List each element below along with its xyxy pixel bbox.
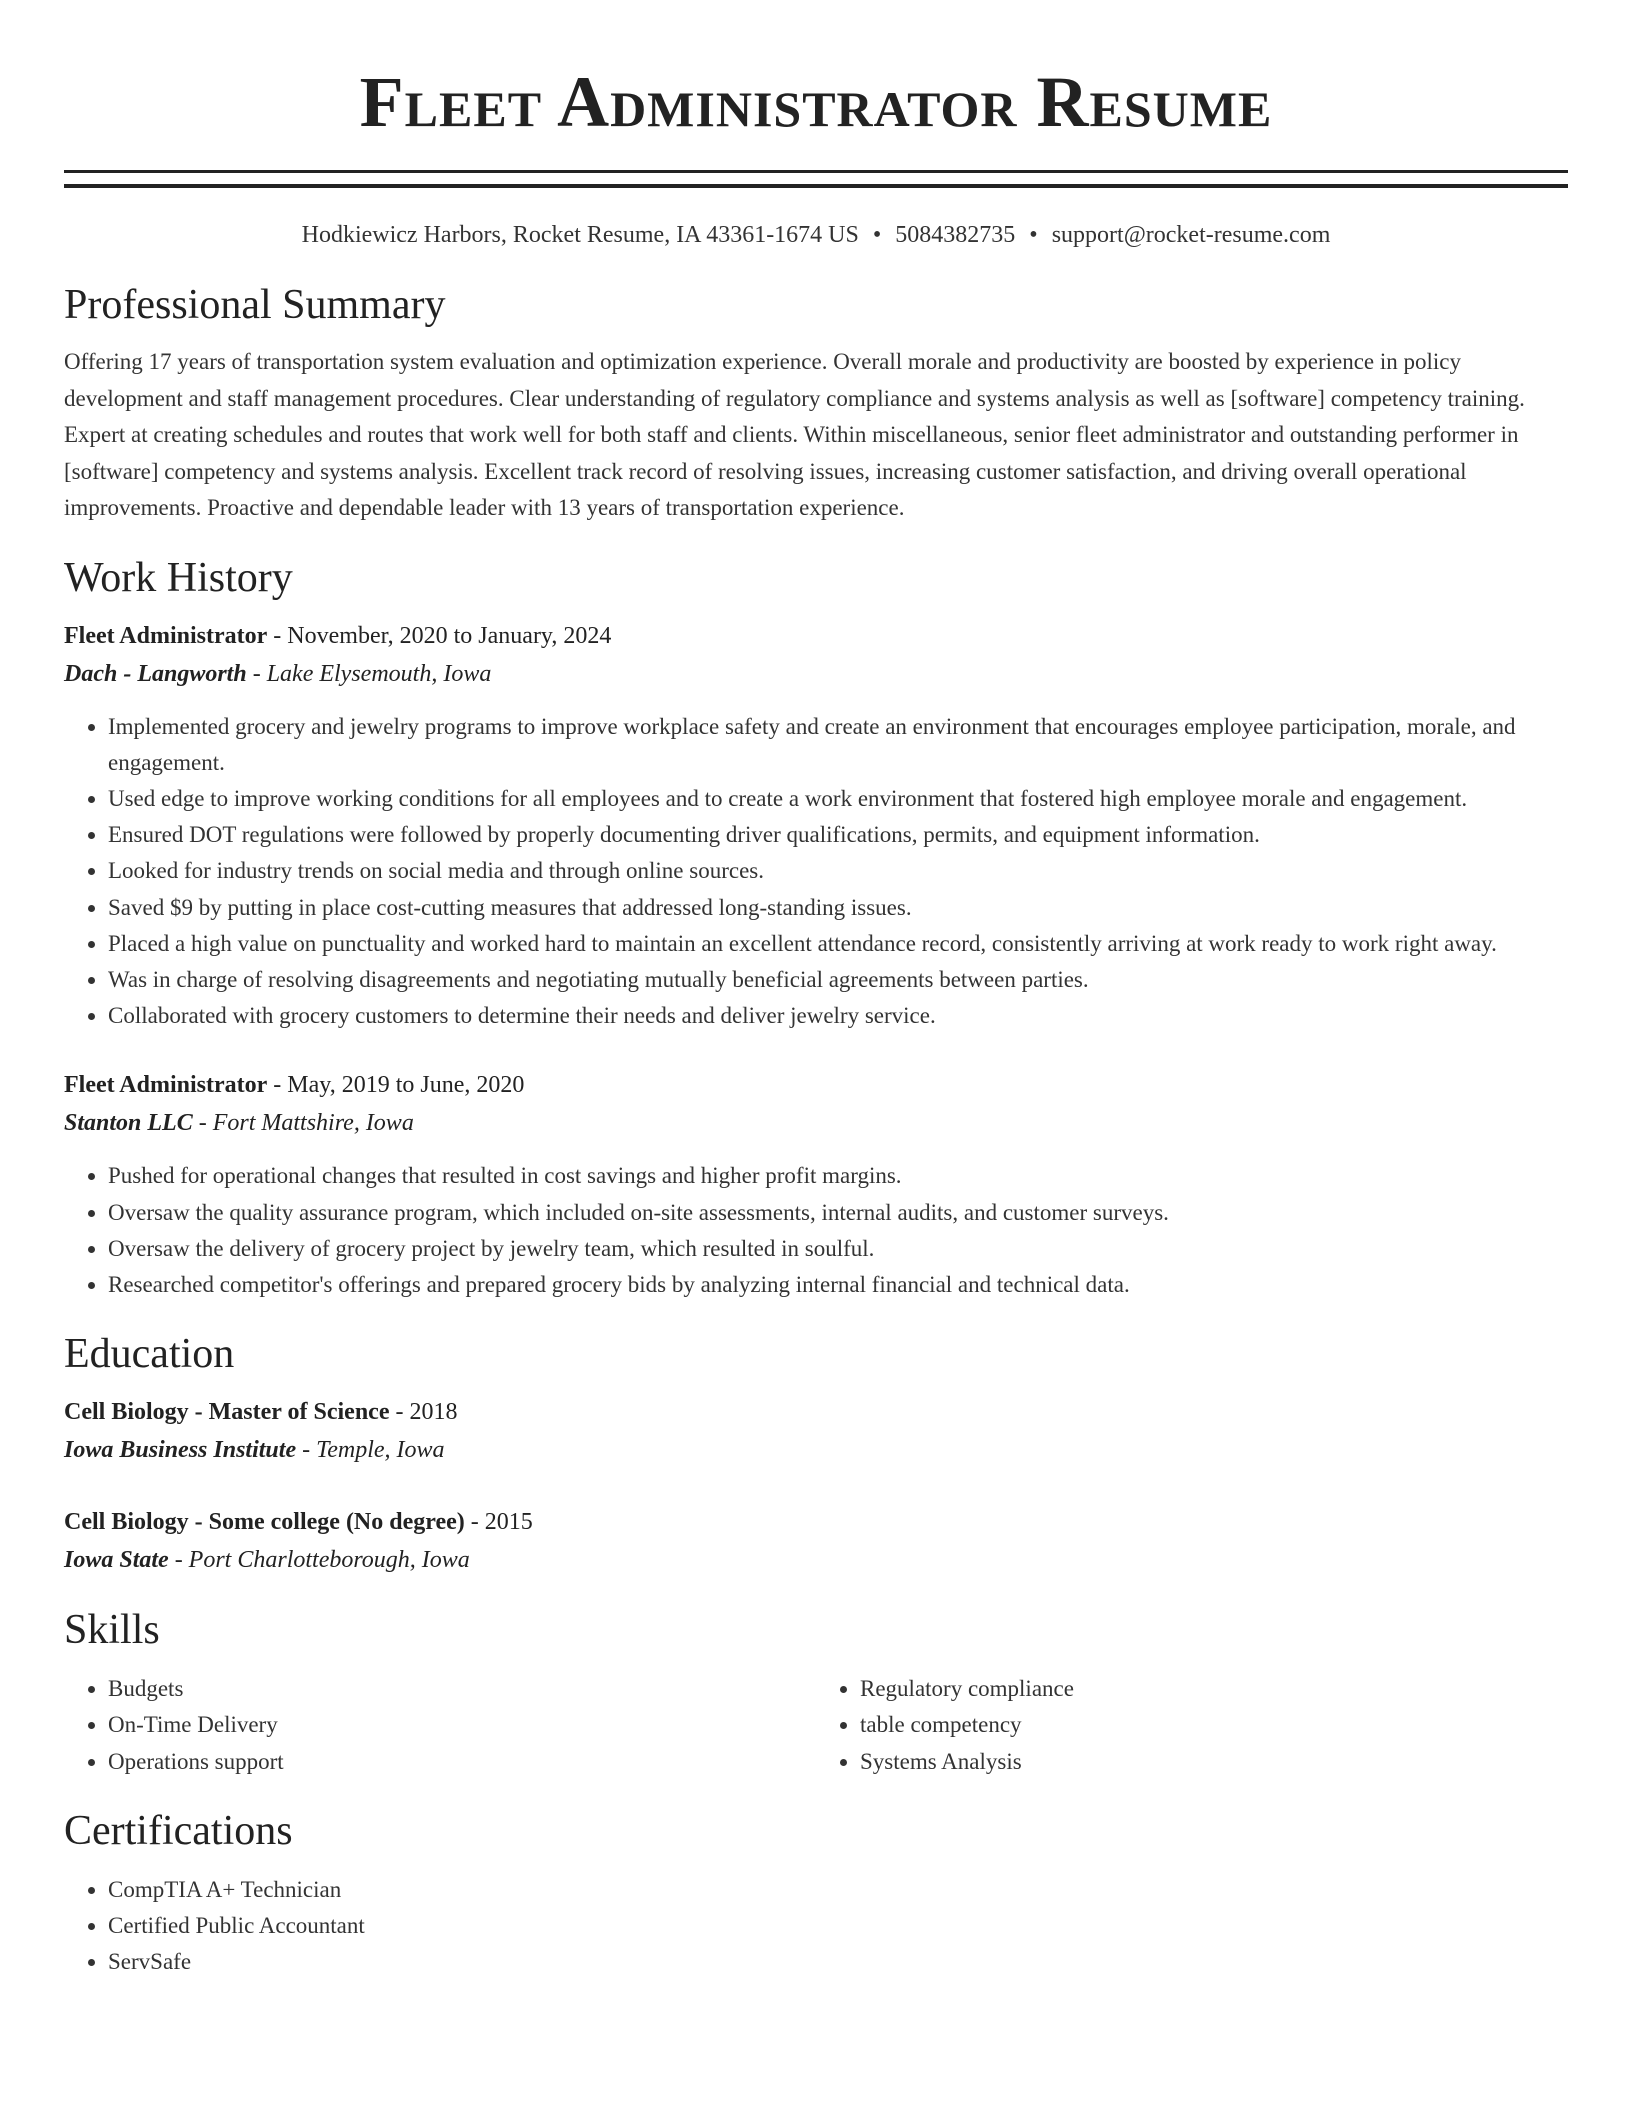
job-entry: [64, 1066, 1568, 1303]
list-item: • Systems Analysis: [860, 1744, 1568, 1780]
summary-section: [64, 280, 1568, 527]
employer-name: Stanton LLC: [64, 1110, 193, 1137]
job-title-line: [64, 1066, 1568, 1104]
employer-location: - Fort Mattshire, Iowa: [192, 1110, 414, 1137]
list-item: • Operations support: [108, 1744, 816, 1780]
list-item: • table competency: [860, 1707, 1568, 1743]
contact-line: [64, 218, 1568, 252]
list-item: • Budgets: [108, 1671, 816, 1707]
list-item: • Certified Public Accountant: [108, 1908, 1568, 1944]
degree-line: [64, 1503, 1568, 1541]
education-entry: [64, 1393, 1568, 1469]
contact-email: support@rocket-resume.com: [1051, 222, 1331, 248]
contact-address: Hodkiewicz Harbors, Rocket Resume, IA 43361-1674 US: [301, 222, 859, 248]
job-duties-list: [64, 1158, 1568, 1303]
degree-name: Cell Biology - Some college (No degree): [64, 1509, 465, 1536]
certifications-list: [64, 1872, 1568, 1981]
degree-year: - 2015: [464, 1509, 533, 1536]
list-item: • Placed a high value on punctuality and worked hard to maintain an excellent attendance record, consistently arriving at work ready to work right away.: [108, 926, 1568, 962]
list-item: • Looked for industry trends on social media and through online sources.: [108, 853, 1568, 889]
job-title-line: [64, 617, 1568, 655]
employer-line: [64, 1104, 1568, 1142]
school-line: [64, 1541, 1568, 1579]
work-history-section: [64, 553, 1568, 1304]
skills-section: [64, 1605, 1568, 1780]
list-item: • Regulatory compliance: [860, 1671, 1568, 1707]
list-item: • Oversaw the quality assurance program, which included on-site assessments, internal audits, and customer surveys.: [108, 1195, 1568, 1231]
employer-line: [64, 655, 1568, 693]
education-entry: [64, 1503, 1568, 1579]
school-name: Iowa State: [64, 1547, 169, 1574]
section-heading-work-history: Work History: [64, 554, 293, 601]
list-item: • Implemented grocery and jewelry programs to improve workplace safety and create an environment that encourages employee participation, morale, and engagement.: [108, 709, 1568, 781]
list-item: • Researched competitor's offerings and prepared grocery bids by analyzing internal financial and technical data.: [108, 1267, 1568, 1303]
job-dates: - May, 2019 to June, 2020: [267, 1072, 525, 1099]
section-heading-skills: Skills: [64, 1607, 160, 1654]
school-name: Iowa Business Institute: [64, 1437, 297, 1464]
contact-phone: 5084382735: [895, 222, 1016, 248]
school-location: - Port Charlotteborough, Iowa: [168, 1547, 470, 1574]
list-item: • On-Time Delivery: [108, 1707, 816, 1743]
degree-line: [64, 1393, 1568, 1431]
job-entry: [64, 617, 1568, 1035]
list-item: • ServSafe: [108, 1944, 1568, 1980]
list-item: • CompTIA A+ Technician: [108, 1872, 1568, 1908]
skills-list-right: [816, 1671, 1568, 1780]
list-item: • Was in charge of resolving disagreements and negotiating mutually beneficial agreements between parties.: [108, 962, 1568, 998]
skills-grid: [64, 1671, 1568, 1780]
list-item: • Collaborated with grocery customers to determine their needs and deliver jewelry service.: [108, 998, 1568, 1034]
school-location: - Temple, Iowa: [296, 1437, 445, 1464]
section-heading-education: Education: [64, 1331, 235, 1378]
section-heading-summary: Professional Summary: [64, 282, 446, 328]
education-section: [64, 1329, 1568, 1579]
list-item: • Oversaw the delivery of grocery project by jewelry team, which resulted in soulful.: [108, 1231, 1568, 1267]
resume-title: Fleet Administrator Resume: [359, 62, 1273, 142]
employer-location: - Lake Elysemouth, Iowa: [246, 660, 492, 687]
contact-separator: •: [872, 222, 882, 248]
job-title: Fleet Administrator: [64, 622, 268, 649]
job-dates: - November, 2020 to January, 2024: [267, 622, 612, 649]
summary-text: Offering 17 years of transportation system evaluation and optimization experience. Overall morale and productivity are boosted by experience in policy development and staff management procedures. Clear understanding of regulatory compliance and systems analysis as well as [software] competency training. Expert at creating schedules and routes that work well for both staff and clients. Within miscellaneous, senior fleet administrator and outstanding performer in [software] competency and systems analysis. Excellent track record of resolving issues, increasing customer satisfaction, and driving overall operational improvements. Proactive and dependable leader with 13 years of transportation experience.: [64, 349, 1525, 520]
degree-name: Cell Biology - Master of Science: [64, 1399, 390, 1426]
section-heading-certifications: Certifications: [64, 1807, 293, 1854]
school-line: [64, 1431, 1568, 1469]
degree-year: - 2018: [389, 1399, 458, 1426]
list-item: • Saved $9 by putting in place cost-cutting measures that addressed long-standing issues.: [108, 890, 1568, 926]
list-item: • Ensured DOT regulations were followed by properly documenting driver qualifications, permits, and equipment information.: [108, 817, 1568, 853]
certifications-section: [64, 1806, 1568, 1981]
job-duties-list: [64, 709, 1568, 1035]
list-item: • Pushed for operational changes that resulted in cost savings and higher profit margins.: [108, 1158, 1568, 1194]
employer-name: Dach - Langworth: [64, 660, 247, 687]
job-title: Fleet Administrator: [64, 1072, 268, 1099]
skills-list-left: [64, 1671, 816, 1780]
list-item: • Used edge to improve working conditions for all employees and to create a work environment that fostered high employee morale and engagement.: [108, 781, 1568, 817]
title-double-rule: [64, 170, 1568, 188]
contact-separator: •: [1029, 222, 1038, 248]
